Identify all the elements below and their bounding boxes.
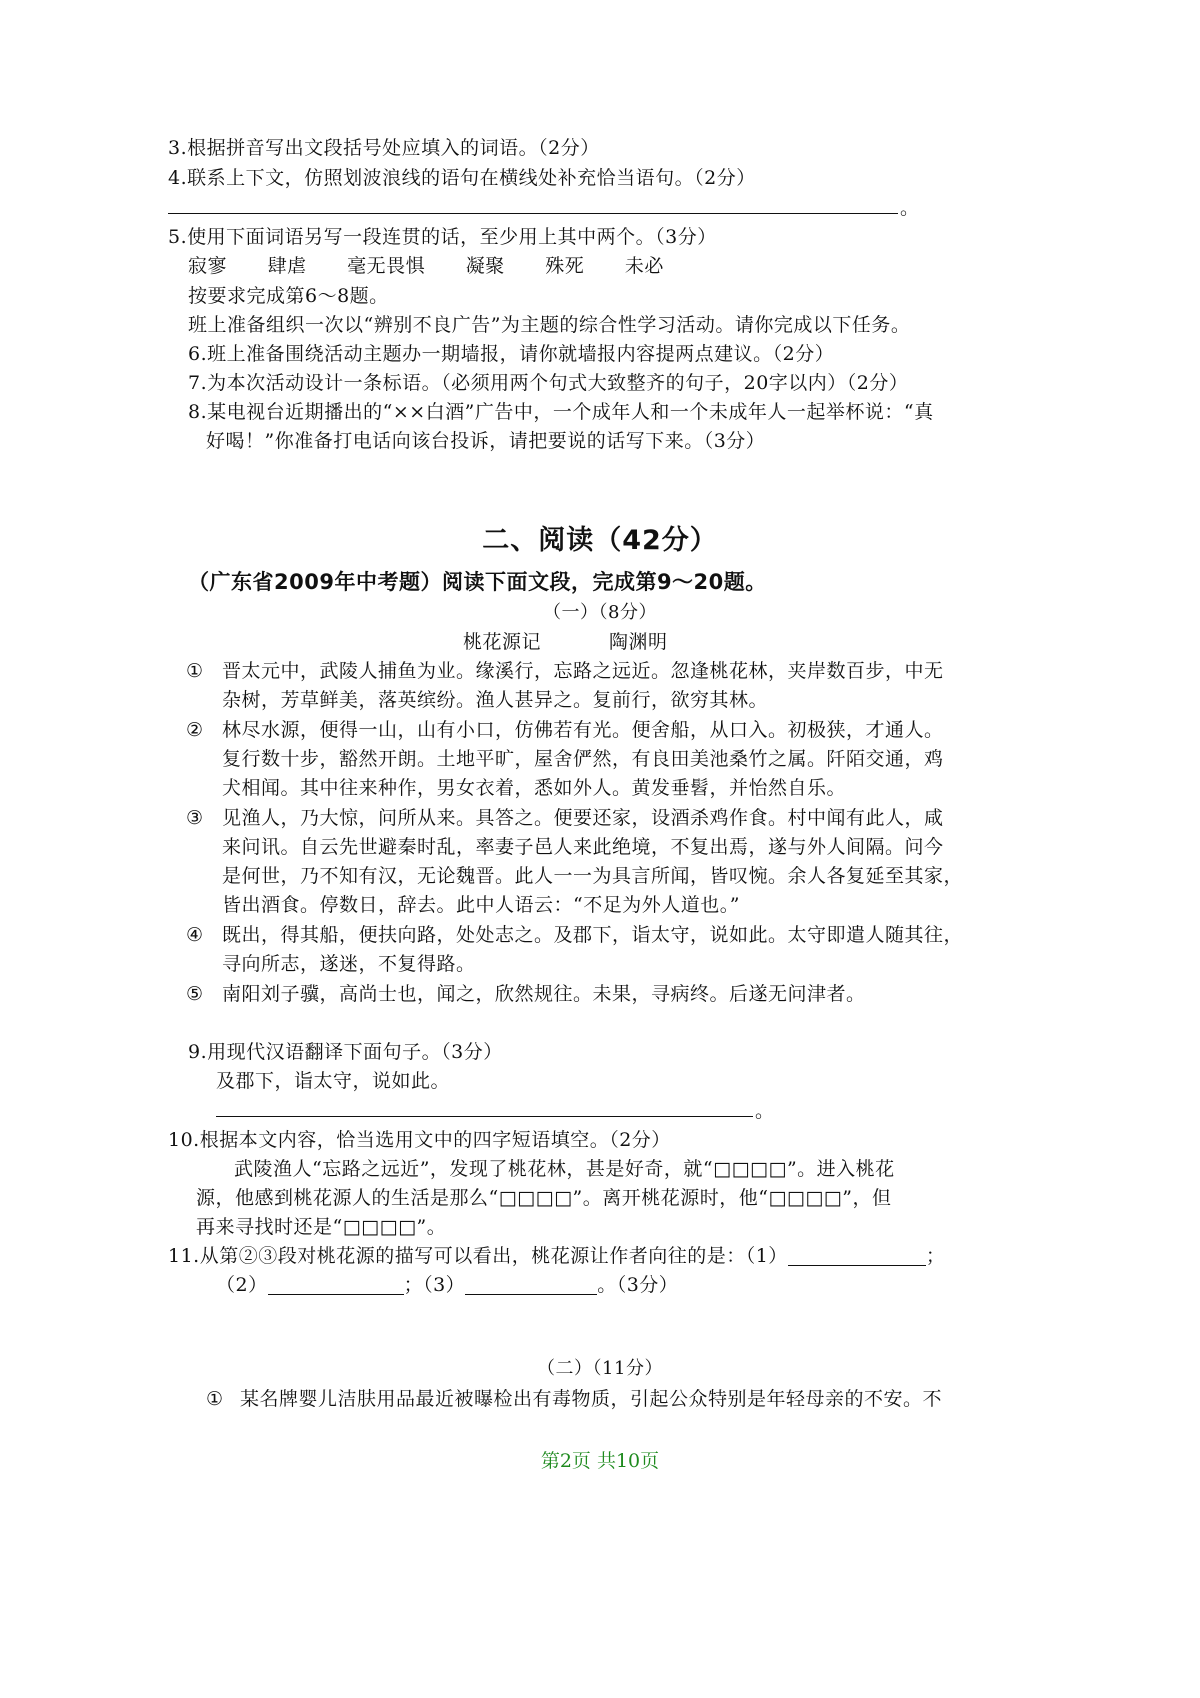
question-6: 6.班上准备围绕活动主题办一期墙报，请你就墙报内容提两点建议。（2分） <box>188 343 835 365</box>
answer-line-q9-period: 。 <box>755 1100 775 1122</box>
answer-line-q4-period: 。 <box>900 197 920 219</box>
paragraph-line: 杂树，芳草鲜美，落英缤纷。渔人甚异之。复前行，欲穷其林。 <box>222 689 769 711</box>
question-11-score: 。（3分） <box>597 1274 679 1296</box>
paragraph-line: 寻向所志，遂迷，不复得路。 <box>222 953 476 975</box>
answer-blank-3 <box>465 1274 597 1295</box>
answer-blank-1 <box>788 1245 926 1266</box>
passage-title: 桃花源记 <box>463 631 542 653</box>
answer-line-q4 <box>168 213 898 214</box>
question-11-line-2 <box>216 1270 678 1300</box>
paragraph-line: 复行数十步，豁然开朗。土地平旷，屋舍俨然，有良田美池桑竹之属。阡陌交通，鸡 <box>222 748 944 770</box>
paragraph-line: 晋太元中，武陵人捕鱼为业。缘溪行，忘路之远近。忽逢桃花林，夹岸数百步，中无 <box>222 660 944 682</box>
question-11-sep-1: ； <box>925 1245 946 1267</box>
question-11-label-2: （2） <box>216 1274 268 1296</box>
paragraph-line: 皆出酒食。停数日，辞去。此中人语云：“不足为外人道也。” <box>222 894 740 916</box>
question-10-line-2: 源，他感到桃花源人的生活是那么“□□□□”。离开桃花源时，他“□□□□”，但 <box>196 1187 892 1209</box>
word-2: 肆虐 <box>267 255 307 277</box>
question-5: 5.使用下面词语另写一段连贯的话，至少用上其中两个。（3分） <box>168 226 717 248</box>
word-4: 凝聚 <box>465 255 505 277</box>
question-8-line-1: 8.某电视台近期播出的“××白酒”广告中，一个成年人和一个未成年人一起举杯说：“真 <box>188 401 934 423</box>
paragraph-line: 来问讯。自云先世避秦时乱，率妻子邑人来此绝境，不复出焉，遂与外人间隔。问今 <box>222 836 944 858</box>
activity-description: 班上准备组织一次以“辨别不良广告”为主题的综合性学习活动。请你完成以下任务。 <box>188 314 911 336</box>
section-intro: （广东省2009年中考题）阅读下面文段，完成第9～20题。 <box>188 570 767 594</box>
question-7: 7.为本次活动设计一条标语。（必须用两个句式大致整齐的句子，20字以内）（2分） <box>188 372 909 394</box>
word-6: 未必 <box>624 255 664 277</box>
paragraph-line: 犬相闻。其中往来种作，男女衣着，悉如外人。黄发垂髫，并怡然自乐。 <box>222 777 847 799</box>
question-4: 4.联系上下文，仿照划波浪线的语句在横线处补充恰当语句。（2分） <box>168 167 756 189</box>
answer-blank-2 <box>268 1274 404 1295</box>
question-8-line-2: 好喝！”你准备打电话向该台投诉，请把要说的话写下来。（3分） <box>206 430 766 452</box>
instruction-6-8: 按要求完成第6～8题。 <box>188 285 389 307</box>
question-11 <box>168 1241 945 1271</box>
question-11-label-3: ；（3） <box>403 1274 466 1296</box>
paragraph-line: 某名牌婴儿洁肤用品最近被曝检出有毒物质，引起公众特别是年轻母亲的不安。不 <box>240 1388 943 1410</box>
paragraph-line: 林尽水源，便得一山，山有小口，仿佛若有光。便舍船，从口入。初极狭，才通人。 <box>222 719 944 741</box>
paragraph-line: 南阳刘子骥，高尚士也，闻之，欣然规往。未果，寻病终。后遂无问津者。 <box>222 983 866 1005</box>
paragraph-number: ① <box>186 660 204 682</box>
answer-line-q9 <box>216 1116 753 1117</box>
word-5: 殊死 <box>545 255 585 277</box>
paragraph-number: ① <box>206 1388 224 1410</box>
word-3: 毫无畏惧 <box>347 255 426 277</box>
question-11-text: 11.从第②③段对桃花源的描写可以看出，桃花源让作者向往的是：（1） <box>168 1245 788 1267</box>
paragraph-number: ④ <box>186 924 204 946</box>
section-title: 二、阅读（42分） <box>482 525 718 556</box>
question-10-line-1: 武陵渔人“忘路之远近”，发现了桃花林，甚是好奇，就“□□□□”。进入桃花 <box>234 1158 895 1180</box>
question-3: 3.根据拼音写出文段括号处应填入的词语。（2分） <box>168 137 600 159</box>
paragraph-number: ③ <box>186 807 204 829</box>
question-10: 10.根据本文内容，恰当选用文中的四字短语填空。（2分） <box>168 1129 671 1151</box>
page-footer: 第2页 共10页 <box>540 1450 660 1472</box>
word-1: 寂寥 <box>188 255 228 277</box>
part-2-header: （二）（11分） <box>537 1358 663 1379</box>
paragraph-line: 是何世，乃不知有汉，无论魏晋。此人一一为具言所闻，皆叹惋。余人各复延至其家， <box>222 865 964 887</box>
part-1-header: （一）（8分） <box>543 602 657 623</box>
paragraph-number: ⑤ <box>186 983 204 1005</box>
question-9-sentence: 及郡下，诣太守，说如此。 <box>216 1070 451 1092</box>
paragraph-line: 既出，得其船，便扶向路，处处志之。及郡下，诣太守，说如此。太守即遣人随其往， <box>222 924 964 946</box>
word-list <box>188 251 664 281</box>
paragraph-number: ② <box>186 719 204 741</box>
question-9: 9.用现代汉语翻译下面句子。（3分） <box>188 1041 503 1063</box>
paragraph-line: 见渔人，乃大惊，问所从来。具答之。便要还家，设酒杀鸡作食。村中闻有此人，咸 <box>222 807 944 829</box>
question-10-line-3: 再来寻找时还是“□□□□”。 <box>196 1216 447 1238</box>
passage-author: 陶渊明 <box>609 631 668 653</box>
